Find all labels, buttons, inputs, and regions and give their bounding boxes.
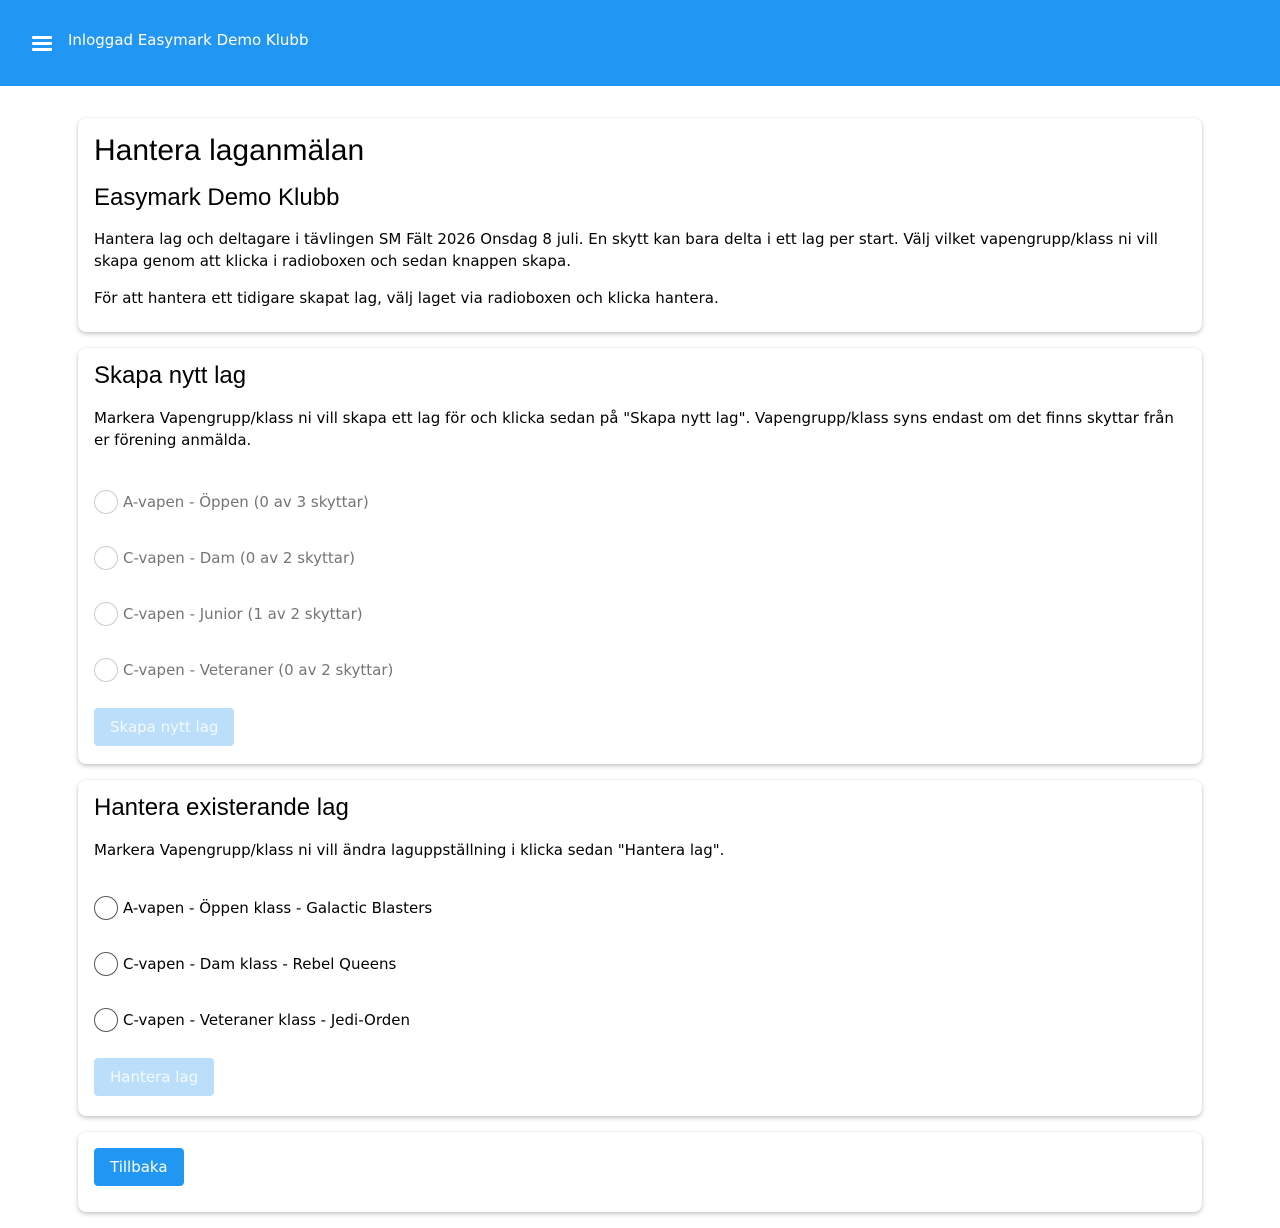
manage-team-button[interactable]: Hantera lag (94, 1058, 214, 1096)
manage-teams-description: Markera Vapengrupp/klass ni vill ändra laguppställning i klicka sedan "Hantera lag". (94, 841, 725, 859)
create-team-description: Markera Vapengrupp/klass ni vill skapa ett lag för och klicka sedan på "Skapa nytt lag". Vapengrupp/klass syns endast om det finns skyttar från er förening anmälda. (94, 409, 1174, 449)
app-bar-title: Inloggad Easymark Demo Klubb (68, 31, 309, 49)
option-label: C-vapen - Junior (1 av 2 skyttar) (123, 605, 363, 623)
option-label: C-vapen - Veteraner klass - Jedi-Orden (123, 1011, 410, 1029)
create-options (94, 474, 1186, 698)
team-option[interactable] (94, 936, 1186, 992)
footer-card (78, 1132, 1202, 1212)
create-team-title: Skapa nytt lag (94, 362, 247, 389)
radio-button[interactable] (94, 602, 118, 626)
option-label: C-vapen - Veteraner (0 av 2 skyttar) (123, 661, 394, 679)
option-label: C-vapen - Dam (0 av 2 skyttar) (123, 549, 356, 567)
radio-button[interactable] (94, 952, 118, 976)
option-label: C-vapen - Dam klass - Rebel Queens (123, 955, 397, 973)
manage-teams-card (78, 780, 1202, 1116)
page-title: Hantera laganmälan (94, 134, 365, 167)
manage-options (94, 880, 1186, 1048)
create-option[interactable] (94, 530, 1186, 586)
team-option[interactable] (94, 880, 1186, 936)
intro-card (78, 118, 1202, 332)
create-team-button[interactable]: Skapa nytt lag (94, 708, 234, 746)
option-label: A-vapen - Öppen (0 av 3 skyttar) (123, 493, 369, 511)
radio-button[interactable] (94, 490, 118, 514)
radio-button[interactable] (94, 896, 118, 920)
intro-hint: För att hantera ett tidigare skapat lag, välj laget via radioboxen och klicka hantera. (94, 289, 719, 307)
top-app-bar (0, 0, 1280, 86)
radio-button[interactable] (94, 546, 118, 570)
create-option[interactable] (94, 474, 1186, 530)
intro-text: Hantera lag och deltagare i tävlingen SM Fält 2026 Onsdag 8 juli. En skytt kan bara delta i ett lag per start. Välj vilket vapengrupp/klass ni vill skapa genom att klicka i radioboxen och sedan knappen skapa. (94, 230, 1158, 270)
create-team-card (78, 348, 1202, 764)
main-content (78, 118, 1202, 1228)
create-option[interactable] (94, 642, 1186, 698)
create-option[interactable] (94, 586, 1186, 642)
team-option[interactable] (94, 992, 1186, 1048)
back-button[interactable]: Tillbaka (94, 1148, 184, 1186)
manage-teams-title: Hantera existerande lag (94, 794, 349, 821)
radio-button[interactable] (94, 658, 118, 682)
menu-icon[interactable] (32, 34, 52, 52)
radio-button[interactable] (94, 1008, 118, 1032)
option-label: A-vapen - Öppen klass - Galactic Blasters (123, 899, 433, 917)
club-name: Easymark Demo Klubb (94, 184, 340, 211)
